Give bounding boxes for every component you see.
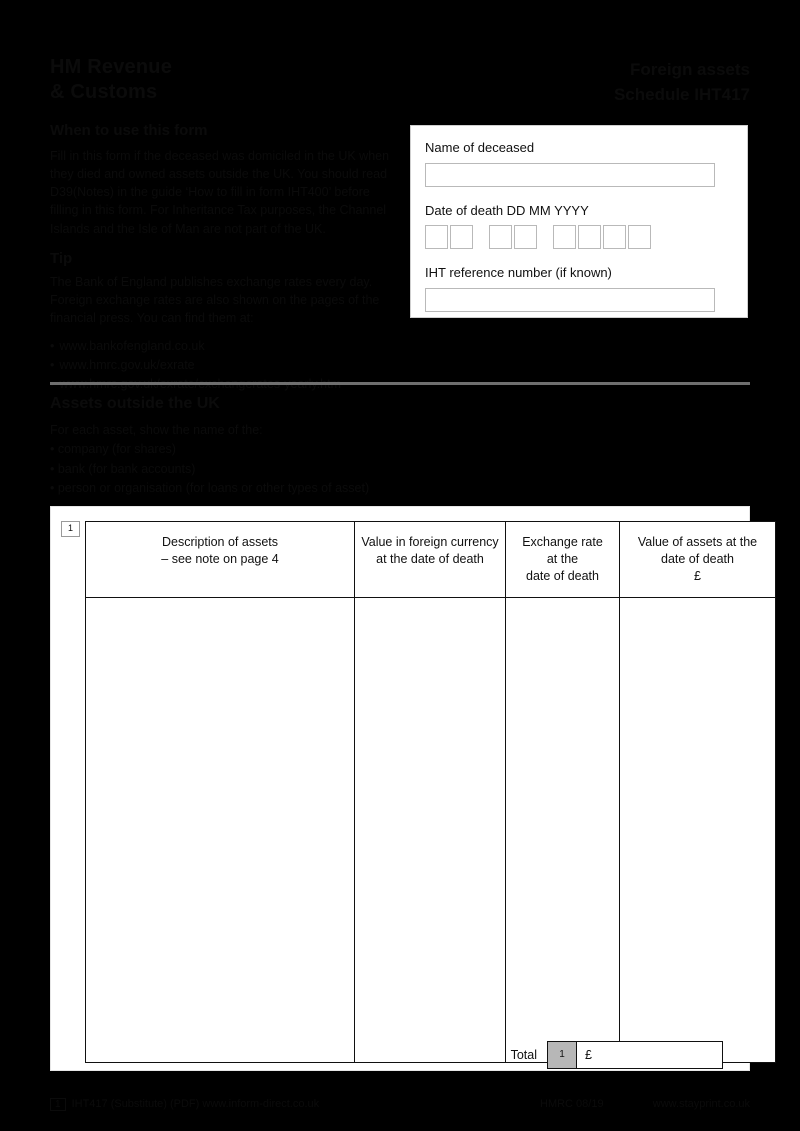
date-year-group [553, 225, 653, 249]
tip-heading: Tip [50, 249, 73, 267]
name-of-deceased-label: Name of deceased [425, 140, 535, 155]
tip-paragraph: The Bank of England publishes exchange rates every day. Foreign exchange rates are also shown on the pages of the financial press. You can find them at: [50, 274, 380, 325]
column-header-description: Description of assets – see note on page 4 [86, 522, 355, 598]
total-value-field[interactable]: £ [577, 1041, 723, 1069]
footer-reference: HMRC 08/19 [540, 1098, 604, 1110]
instruction-line: • person or organisation (for loans or other types of asset) [50, 481, 370, 496]
date-month-digit-2[interactable] [514, 225, 537, 249]
deceased-details-box [410, 125, 748, 318]
document-title-line-2: Schedule IHT417 [613, 84, 750, 104]
brand-line-1: HM Revenue [50, 56, 173, 78]
table-row [86, 597, 776, 1062]
row-marker-badge: 1 [61, 521, 80, 537]
section-divider [50, 382, 750, 385]
iht-reference-input[interactable] [425, 288, 715, 312]
date-month-group [489, 225, 539, 249]
footer-left [50, 1098, 319, 1111]
hmrc-logo [50, 55, 380, 105]
section-title: Assets outside the UK [50, 395, 220, 412]
page-number-badge: 1 [50, 1098, 66, 1111]
cell-value-gbp[interactable] [620, 597, 776, 1062]
assets-table-container [50, 506, 758, 1071]
date-month-digit-1[interactable] [489, 225, 512, 249]
list-item[interactable]: • www.hmrc.gov.uk/exrate [50, 356, 395, 375]
column-header-exchange-rate: Exchange rate at the date of death [506, 522, 620, 598]
assets-table [85, 521, 776, 1063]
table-body [86, 597, 776, 1062]
iht-reference-label: IHT reference number (if known) [425, 265, 612, 281]
date-year-digit-1[interactable] [553, 225, 576, 249]
total-label: Total [510, 1048, 537, 1062]
date-of-death-label: Date of death DD MM YYYY [425, 202, 589, 218]
total-marker-badge: 1 [547, 1041, 577, 1069]
document-title [430, 58, 750, 107]
date-day-digit-2[interactable] [450, 225, 473, 249]
column-header-foreign-value: Value in foreign currency at the date of death [355, 522, 506, 598]
date-day-group [425, 225, 475, 249]
date-year-digit-3[interactable] [603, 225, 626, 249]
column-header-value-gbp: Value of assets at the date of death £ [620, 522, 776, 598]
instruction-line: • bank (for bank accounts) [50, 461, 196, 476]
date-day-digit-1[interactable] [425, 225, 448, 249]
date-year-digit-4[interactable] [628, 225, 651, 249]
date-year-digit-2[interactable] [578, 225, 601, 249]
cell-exchange-rate[interactable] [506, 597, 620, 1062]
section-instructions [50, 421, 570, 499]
cell-description[interactable] [86, 597, 355, 1062]
intro-paragraph: Fill in this form if the deceased was domiciled in the UK when they died and owned assets outside the UK. You should read D39(Notes) in the guide ‘How to fill in form IHT400’ before filling in this form. For Inheritance Tax purposes, the Channel Islands and the Isle of Man are not part of the UK. [50, 149, 390, 236]
total-row [85, 1041, 723, 1069]
intro-section [50, 122, 395, 393]
instruction-line: • company (for shares) [50, 442, 176, 457]
date-of-death-input-group [425, 225, 733, 249]
table-header [86, 522, 776, 598]
cell-foreign-value[interactable] [355, 597, 506, 1062]
table-header-row [86, 522, 776, 598]
document-title-line-1: Foreign assets [630, 60, 750, 79]
list-item[interactable]: • www.bankofengland.co.uk [50, 337, 395, 356]
intro-heading: When to use this form [50, 122, 208, 139]
instruction-line: For each asset, show the name of the: [50, 423, 263, 437]
footer-left-text: IHT417 (Substitute) (PDF) www.inform-direct.co.uk [71, 1098, 320, 1110]
name-of-deceased-input[interactable] [425, 163, 715, 187]
brand-line-2: & Customs [50, 81, 158, 103]
footer-printer: www.stayprint.co.uk [652, 1098, 750, 1110]
